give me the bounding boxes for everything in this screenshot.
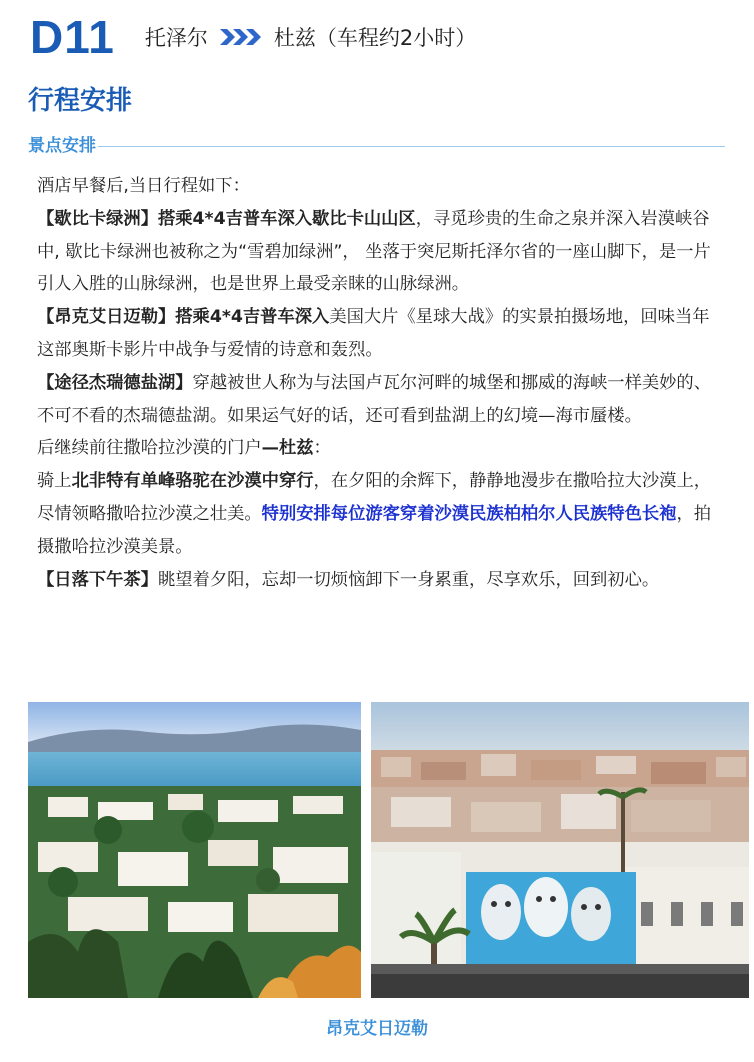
ong-jemel-text: 美国大片《星球大战》的实景拍摄场地，回味当年这部奥斯卡影片中战争与爱情的诗意和轰烈。 (37, 307, 710, 360)
itinerary-content (37, 170, 721, 596)
sunset-tea-text: 眺望着夕阳，忘却一切烦恼卸下一身累重，尽享欢乐，回到初心。 (157, 569, 660, 590)
paragraph-ong-jemel (37, 301, 721, 367)
ong-jemel-heading: 【昂克艾日迈勒】搭乘4*4吉普车深入 (37, 307, 330, 328)
paragraph-chebika (37, 203, 721, 301)
route-from: 托泽尔 (144, 26, 208, 50)
sub-title: 景点安排 (28, 135, 96, 156)
chott-jerid-heading: 【途径杰瑞德盐湖】 (37, 372, 193, 393)
day-number: D11 (30, 11, 115, 63)
douz-end: ： (313, 438, 331, 459)
camel-text-3: ，拍摄撒哈拉沙漠美景。 (37, 503, 712, 557)
intro-paragraph: 酒店早餐后,当日行程如下： (37, 176, 250, 196)
route-to: 杜兹（车程约2小时） (273, 26, 477, 50)
douz-text: 后继续前往撒哈拉沙漠的门户 (37, 438, 262, 459)
sunset-tea-heading: 【日落下午茶】 (37, 569, 158, 590)
chebika-heading: 【歇比卡绿洲】搭乘4*4吉普车深入歇比卡山山区 (37, 208, 416, 229)
chott-jerid-text: 穿越被世人称为与法国卢瓦尔河畔的城堡和挪威的海峡一样美妙的、不可不看的杰瑞德盐湖。如果运气好的话，还可看到盐湖上的幻境—海市蜃楼。 (37, 372, 711, 426)
triple-chevron-right-icon (220, 26, 264, 48)
section-title: 行程安排 (28, 86, 133, 116)
camel-text-1: 骑上 (37, 471, 72, 492)
city-festival-photo (371, 702, 749, 998)
paragraph-chott-jerid (37, 367, 721, 433)
paragraph-douz (37, 432, 721, 465)
sub-title-row (28, 128, 725, 158)
paragraph-sunset-tea (37, 564, 721, 597)
sub-title-divider (98, 146, 725, 147)
special-arrangement: 特别安排每位游客穿着沙漠民族柏柏尔人民族特色长袍 (261, 503, 677, 524)
paragraph-camel (37, 465, 721, 563)
camel-bold: 北非特有单峰骆驼在沙漠中穿行 (71, 471, 314, 492)
camel-text-2: ，在夕阳的余辉下，静静地漫步在撒哈拉大沙漠上，尽情领略撒哈拉沙漠之壮美。 (37, 471, 712, 524)
photo-caption: 昂克艾日迈勒 (326, 1019, 428, 1039)
chebika-text: ，寻觅珍贵的生命之泉并深入岩漠峡谷中, 歇比卡绿洲也被称之为“雪碧加绿洲”， 坐落于突尼斯托泽尔省的一座山脚下，是一片引人入胜的山脉绿洲，也是世界上最受亲睐的山脉绿洲。 (37, 208, 711, 295)
day-header (30, 12, 476, 62)
douz-bold: —杜兹 (261, 438, 314, 459)
coastal-town-photo (28, 702, 361, 998)
